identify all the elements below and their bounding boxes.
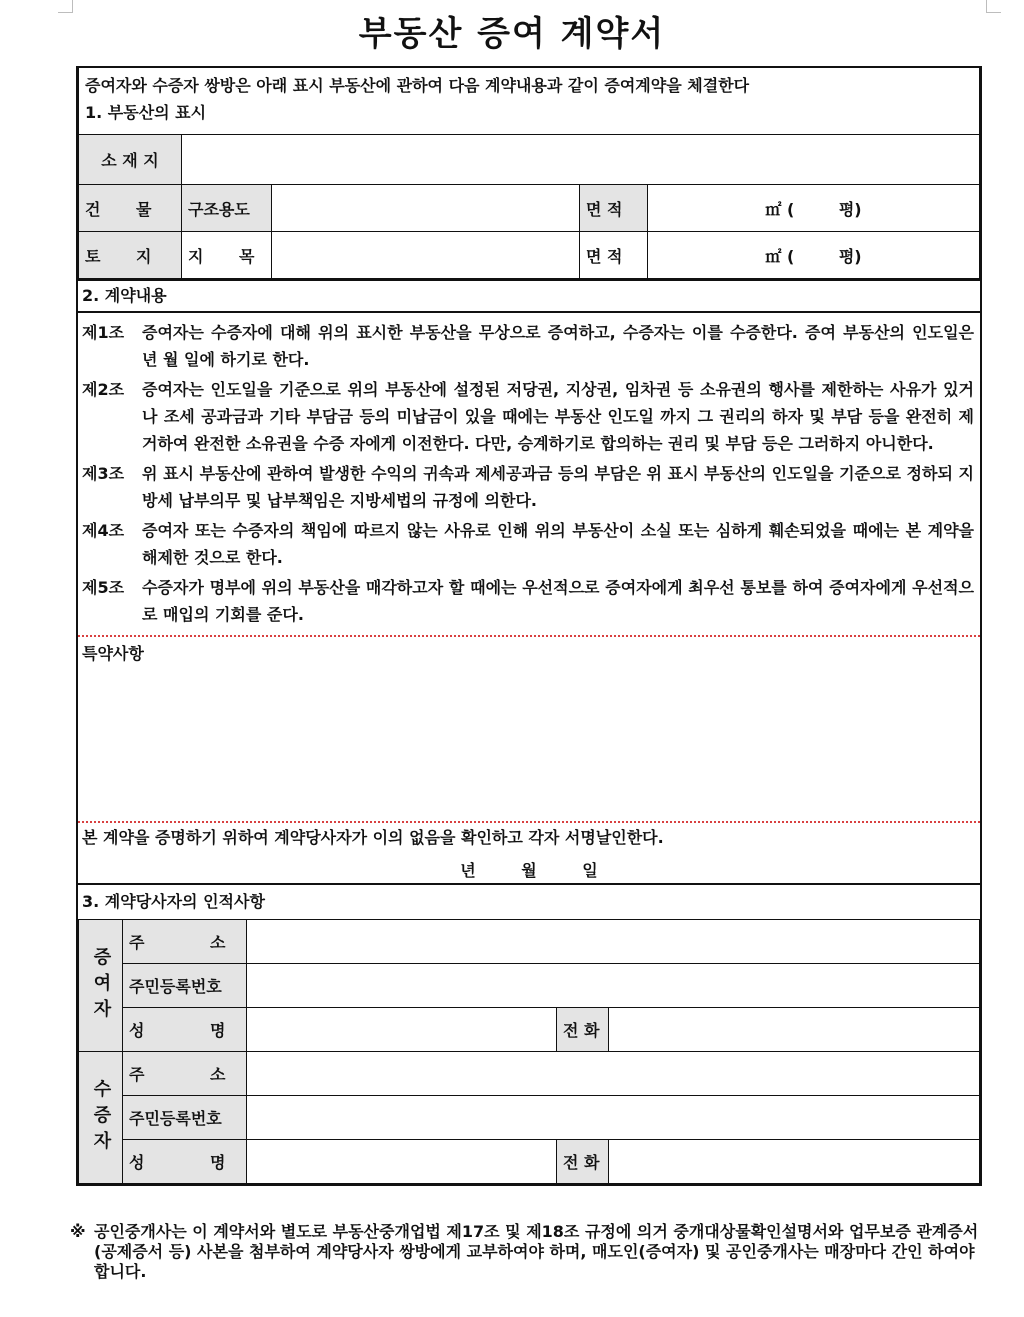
- article-2-num: 제2조: [82, 380, 125, 399]
- property-table: [78, 66, 980, 279]
- donee-address-field[interactable]: [247, 1052, 980, 1096]
- land-area-label: 면 적: [580, 232, 648, 279]
- donee-phone-field[interactable]: [609, 1140, 980, 1184]
- building-area-label: 면 적: [580, 185, 648, 232]
- building-label: [79, 185, 182, 232]
- location-label: 소 재 지: [79, 135, 182, 185]
- building-label-text: 건 물: [85, 199, 152, 219]
- article-3: [82, 460, 974, 514]
- contract-date[interactable]: 년 월 일: [460, 861, 598, 880]
- article-3-num: 제3조: [82, 464, 125, 483]
- donee-label: 수증자: [79, 1052, 123, 1184]
- donor-name-label: [123, 1008, 247, 1052]
- intro-text: 증여자와 수증자 쌍방은 아래 표시 부동산에 관하여 다음 계약내용과 같이 증여계약을 체결한다: [85, 76, 750, 95]
- donee-address-label-text: 주 소: [129, 1065, 226, 1084]
- article-2: [82, 376, 974, 457]
- donor-id-label: 주민등록번호: [123, 964, 247, 1008]
- article-3-text: 위 표시 부동산에 관하여 발생한 수익의 귀속과 제세공과금 등의 부담은 위 표시 부동산의 인도일을 기준으로 정하되 지방세 납부의무 및 납부책임은 지방세법의 규정에 의한다.: [142, 464, 974, 510]
- structure-label: 구조용도: [182, 185, 272, 232]
- donor-name-field[interactable]: [247, 1008, 557, 1052]
- footnote-mark: ※: [70, 1222, 86, 1241]
- article-1-num: 제1조: [82, 323, 125, 342]
- article-1: [82, 319, 974, 373]
- section1-heading: 1. 부동산의 표시: [85, 103, 207, 122]
- location-field[interactable]: [182, 135, 980, 185]
- donee-name-label: [123, 1140, 247, 1184]
- footnote: [70, 1222, 990, 1282]
- articles-block: [78, 311, 980, 635]
- article-5: [82, 574, 974, 628]
- land-label-text: 토 지: [85, 246, 152, 266]
- category-field[interactable]: [272, 232, 580, 279]
- special-terms-area[interactable]: [78, 637, 980, 821]
- article-4-num: 제4조: [82, 521, 125, 540]
- donor-address-field[interactable]: [247, 920, 980, 964]
- donor-address-label-text: 주 소: [129, 933, 226, 952]
- donee-name-field[interactable]: [247, 1140, 557, 1184]
- donor-id-field[interactable]: [247, 964, 980, 1008]
- article-4: [82, 517, 974, 571]
- footnote-text: 공인중개사는 이 계약서와 별도로 부동산중개업법 제17조 및 제18조 규정에 의거 중개대상물확인설명서와 업무보증 관계증서(공제증서 등) 사본을 첨부하여 계약당사자 쌍방에게 교부하여야 하며, 매도인(증여자) 및 공인중개사는 매장마다 간인 하여야 합니다.: [94, 1222, 979, 1281]
- donee-id-label: 주민등록번호: [123, 1096, 247, 1140]
- article-4-text: 증여자 또는 수증자의 책임에 따르지 않는 사유로 인해 위의 부동산이 소실 또는 심하게 훼손되었을 때에는 본 계약을 해제한 것으로 한다.: [142, 521, 974, 567]
- donor-phone-field[interactable]: [609, 1008, 980, 1052]
- category-label: [182, 232, 272, 279]
- contract-document: [76, 66, 982, 1186]
- structure-field[interactable]: [272, 185, 580, 232]
- article-2-text: 증여자는 인도일을 기준으로 위의 부동산에 설정된 저당권, 지상권, 임차권 등 소유권의 행사를 제한하는 사유가 있거나 조세 공과금과 기타 부담금 등의 미납금이 있을 때에는 부동산 인도일 까지 그 권리의 하자 및 부담 등을 완전히 제거하여 완전한 소유권을 수증 자에게 이전한다. 다만, 승계하기로 합의하는 권리 및 부담 등은 그러하지 아니한다.: [142, 380, 974, 453]
- donee-name-label-text: 성 명: [129, 1153, 226, 1172]
- donee-id-field[interactable]: [247, 1096, 980, 1140]
- donor-label: 증여자: [79, 920, 123, 1052]
- donor-name-label-text: 성 명: [129, 1021, 226, 1040]
- category-label-text: 지 목: [188, 246, 255, 266]
- building-area-field[interactable]: ㎡ ( 평): [648, 185, 980, 232]
- land-area-field[interactable]: ㎡ ( 평): [648, 232, 980, 279]
- parties-table: [78, 919, 980, 1184]
- land-label: [79, 232, 182, 279]
- section3-heading: 3. 계약당사자의 인적사항: [78, 883, 980, 919]
- article-5-num: 제5조: [82, 578, 125, 597]
- document-title: 부동산 증여 계약서: [358, 14, 666, 54]
- article-1-text: 증여자는 수증자에 대해 위의 표시한 부동산을 무상으로 증여하고, 수증자는 이를 수증한다. 증여 부동산의 인도일은 년 월 일에 하기로 한다.: [142, 323, 974, 369]
- donor-address-label: [123, 920, 247, 964]
- donee-address-label: [123, 1052, 247, 1096]
- article-5-text: 수증자가 명부에 위의 부동산을 매각하고자 할 때에는 우선적으로 증여자에게 최우선 통보를 하여 증여자에게 우선적으로 매입의 기회를 준다.: [142, 578, 974, 624]
- donor-phone-label: 전 화: [557, 1008, 609, 1052]
- section2-heading: 2. 계약내용: [78, 279, 980, 311]
- donee-phone-label: 전 화: [557, 1140, 609, 1184]
- special-terms-heading: 특약사항: [82, 644, 144, 663]
- confirmation-text: 본 계약을 증명하기 위하여 계약당사자가 이의 없음을 확인하고 각자 서명날인한다.: [82, 828, 664, 847]
- intro-cell: [79, 67, 980, 135]
